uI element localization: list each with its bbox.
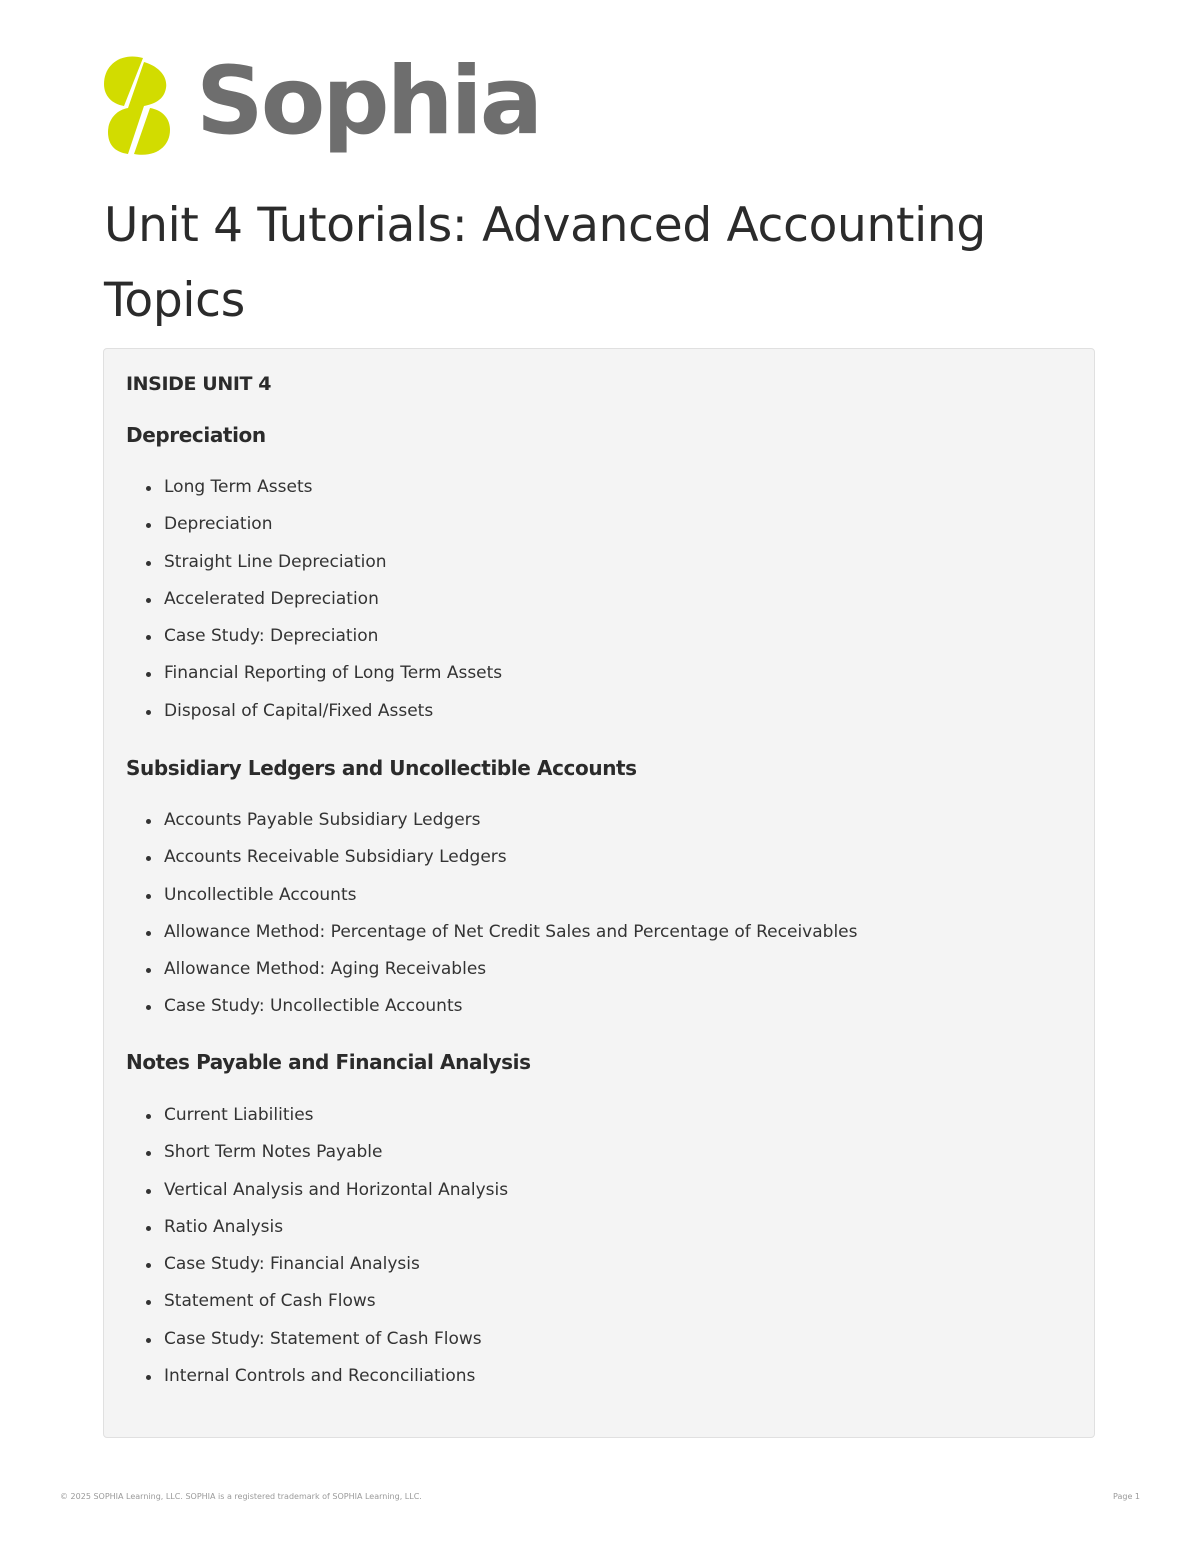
section-title-subsidiary-ledgers: Subsidiary Ledgers and Uncollectible Accounts bbox=[126, 756, 637, 780]
section-title-notes-payable: Notes Payable and Financial Analysis bbox=[126, 1050, 531, 1074]
topic-item[interactable]: Statement of Cash Flows bbox=[142, 1289, 508, 1326]
topic-item[interactable]: Disposal of Capital/Fixed Assets bbox=[142, 699, 502, 736]
topic-item[interactable]: Case Study: Depreciation bbox=[142, 624, 502, 661]
topic-item[interactable]: Current Liabilities bbox=[142, 1103, 508, 1140]
topic-list-notes-payable bbox=[142, 1103, 508, 1401]
topic-item[interactable]: Allowance Method: Aging Receivables bbox=[142, 957, 857, 994]
inside-unit-label: INSIDE UNIT 4 bbox=[126, 373, 272, 395]
topic-item[interactable]: Accounts Payable Subsidiary Ledgers bbox=[142, 808, 857, 845]
sophia-wordmark: Sophia bbox=[196, 47, 541, 156]
topic-item[interactable]: Long Term Assets bbox=[142, 475, 502, 512]
topic-list-depreciation bbox=[142, 475, 502, 736]
topic-item[interactable]: Short Term Notes Payable bbox=[142, 1140, 508, 1177]
page-title: Unit 4 Tutorials: Advanced Accounting Topics bbox=[104, 198, 986, 328]
section-title-depreciation: Depreciation bbox=[126, 423, 266, 447]
topic-item[interactable]: Ratio Analysis bbox=[142, 1215, 508, 1252]
topic-item[interactable]: Accelerated Depreciation bbox=[142, 587, 502, 624]
topic-item[interactable]: Allowance Method: Percentage of Net Credit Sales and Percentage of Receivables bbox=[142, 920, 857, 957]
topic-item[interactable]: Financial Reporting of Long Term Assets bbox=[142, 661, 502, 698]
topic-list-subsidiary-ledgers bbox=[142, 808, 857, 1032]
topic-item[interactable]: Uncollectible Accounts bbox=[142, 883, 857, 920]
sophia-logo bbox=[100, 47, 541, 158]
topic-item[interactable]: Straight Line Depreciation bbox=[142, 550, 502, 587]
topic-item[interactable]: Internal Controls and Reconciliations bbox=[142, 1364, 508, 1401]
topic-item[interactable]: Case Study: Statement of Cash Flows bbox=[142, 1327, 508, 1364]
footer-copyright: © 2025 SOPHIA Learning, LLC. SOPHIA is a registered trademark of SOPHIA Learning, LLC. bbox=[60, 1492, 422, 1501]
footer-page-number: Page 1 bbox=[1113, 1492, 1140, 1501]
topic-item[interactable]: Depreciation bbox=[142, 512, 502, 549]
sophia-s-logo-icon bbox=[100, 54, 174, 158]
topic-item[interactable]: Case Study: Uncollectible Accounts bbox=[142, 994, 857, 1031]
topic-item[interactable]: Accounts Receivable Subsidiary Ledgers bbox=[142, 845, 857, 882]
topic-item[interactable]: Case Study: Financial Analysis bbox=[142, 1252, 508, 1289]
topic-item[interactable]: Vertical Analysis and Horizontal Analysis bbox=[142, 1178, 508, 1215]
inside-unit-box bbox=[103, 348, 1095, 1438]
